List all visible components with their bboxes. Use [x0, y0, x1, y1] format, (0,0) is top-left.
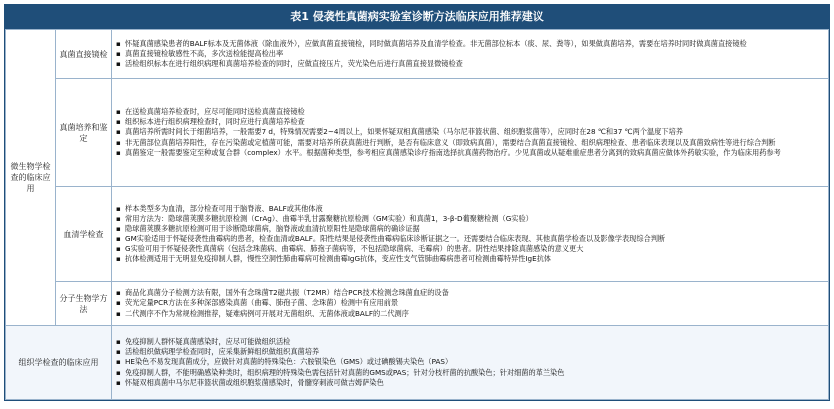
- bullet-icon: ▪: [116, 138, 121, 147]
- bullet-icon: ▪: [116, 49, 121, 58]
- bullet-icon: ▪: [116, 348, 121, 357]
- list-item: ▪ 组织标本进行组织病理检查时，同时应进行真菌培养检查: [116, 117, 305, 127]
- bullet-icon: ▪: [116, 309, 121, 318]
- section-items-molecular: [112, 282, 829, 326]
- bullet-icon: ▪: [116, 128, 121, 137]
- bullet-icon: ▪: [116, 39, 121, 48]
- bullet-icon: ▪: [116, 368, 121, 377]
- table-row: [6, 30, 829, 79]
- recommendation-table-panel: [4, 4, 830, 401]
- list-item: ▪ 二代测序不作为常规检测推荐，疑难病例可开展对无菌组织、无菌体液或BALF的二代测序: [116, 308, 409, 318]
- section-items-direct: [112, 30, 829, 79]
- section-items-serology: [112, 187, 829, 282]
- bullet-icon: ▪: [116, 358, 121, 367]
- table-title: 表1 侵袭性真菌病实验室诊断方法临床应用推荐建议: [5, 5, 829, 29]
- list-item: ▪ 免疫抑制人群怀疑真菌感染时，应尽可能做组织活检: [116, 337, 291, 347]
- bullet-icon: ▪: [116, 224, 121, 233]
- table-row: [6, 326, 829, 400]
- table-row: [6, 79, 829, 187]
- section-label-serology: 血清学检查: [56, 187, 112, 282]
- list-item: ▪ 商品化真菌分子检测方法有限，国外有念珠菌T2磁共振（T2MR）结合PCR技术检测念珠菌血症的设备: [116, 288, 449, 298]
- list-item: ▪ 怀疑双相真菌中马尔尼菲篮状菌或组织胞浆菌感染时，骨髓穿刺液可做吉姆萨染色: [116, 377, 384, 387]
- section-label-direct-microscopy: 真菌直接镜检: [56, 30, 112, 79]
- list-item: ▪ 免疫抑制人群，不能明确感染种类时，组织病理的特殊染色需包括针对真菌的GMS或PAS；针对分枝杆菌的抗酸染色；针对细菌的革兰染色: [116, 367, 565, 377]
- list-item: ▪ 真菌鉴定一般需要鉴定至种或复合群（complex）水平。根据菌种类型，参考相应真菌感染诊疗指南选择抗真菌药物治疗。少见真菌或从疑难重症患者分离到的致病真菌应做体外药敏实验，作为临床用药参考: [116, 147, 781, 157]
- category-histology: 组织学检查的临床应用: [6, 326, 112, 400]
- list-item: ▪ 真菌培养所需时间长于细菌培养，一般需要7 d，特殊情况需要2~4周以上，如果怀疑双相真菌感染（马尔尼菲篮状菌、组织胞浆菌等），应同时在28 ℃和37 ℃两个温度下培养: [116, 127, 683, 137]
- bullet-icon: ▪: [116, 108, 121, 117]
- bullet-icon: ▪: [116, 289, 121, 298]
- bullet-icon: ▪: [116, 204, 121, 213]
- list-item: ▪ 荧光定量PCR方法在多种深部感染真菌（曲霉、肺孢子菌、念珠菌）检测中有应用前景: [116, 298, 399, 308]
- section-label-molecular: 分子生物学方法: [56, 282, 112, 326]
- list-item: ▪ HE染色不易发现真菌成分，应做针对真菌的特殊染色：六胺银染色（GMS）或过碘酸锡夫染色（PAS）: [116, 357, 453, 367]
- list-item: ▪ 怀疑真菌感染患者的BALF标本及无菌体液（除血液外），应做真菌直接镜检，同时做真菌培养及血清学检查。非无菌部位标本（痰、尿、粪等），如果做真菌培养，需要在培养时同时做真菌直接镜检: [116, 38, 747, 48]
- bullet-icon: ▪: [116, 214, 121, 223]
- section-label-culture: 真菌培养和鉴定: [56, 79, 112, 187]
- bullet-icon: ▪: [116, 378, 121, 387]
- section-items-culture: [112, 79, 829, 187]
- bullet-icon: ▪: [116, 338, 121, 347]
- table-row: [6, 187, 829, 282]
- list-item: ▪ 常用方法为：隐球菌荚膜多糖抗原检测（CrAg）、曲霉半乳甘露聚糖抗原检测（GM实验）和真菌1，3-β-D葡聚糖检测（G实验）: [116, 213, 533, 223]
- list-item: ▪ 活检组织做病理学检查同时，应采集新鲜组织做组织真菌培养: [116, 347, 320, 357]
- bullet-icon: ▪: [116, 118, 121, 127]
- bullet-icon: ▪: [116, 60, 121, 69]
- list-item: ▪ 非无菌部位真菌培养阳性，存在污染菌或定植菌可能，需要对培养所获真菌进行判断，是否有临床意义（即致病真菌），需要结合真菌直接镜检、组织病理检查、患者临床表现以及真菌致病性等进行综合判断: [116, 137, 776, 147]
- bullet-icon: ▪: [116, 245, 121, 254]
- bullet-icon: ▪: [116, 299, 121, 308]
- list-item: ▪ 抗体检测适用于无明显免疫抑制人群，慢性空洞性肺曲霉病可检测曲霉IgG抗体，变应性支气管肺曲霉病患者可检测曲霉特异性IgE抗体: [116, 254, 551, 264]
- list-item: ▪ 隐球菌荚膜多糖抗原检测可用于诊断隐球菌病，脑脊液或血清抗原阳性是隐球菌病的确诊证据: [116, 223, 420, 233]
- recommendation-table: [5, 29, 829, 400]
- section-items-histology: [112, 326, 829, 400]
- list-item: ▪ 真菌直接镜检敏感性不高，多次送检能提高检出率: [116, 48, 284, 58]
- table-row: [6, 282, 829, 326]
- bullet-icon: ▪: [116, 255, 121, 264]
- category-microbiology: 微生物学检查的临床应用: [6, 30, 56, 326]
- list-item: ▪ GM实验适用于怀疑侵袭性曲霉病的患者，检查血清或BALF。阳性结果是侵袭性曲霉病临床诊断证据之一。还需要结合临床表现、其他真菌学检查以及影像学表现综合判断: [116, 234, 666, 243]
- list-item: ▪ 在送检真菌培养检查时，应尽可能同时送检真菌直接镜检: [116, 107, 305, 117]
- bullet-icon: ▪: [116, 235, 121, 243]
- list-item: ▪ 活检组织标本在进行组织病理和真菌培养检查的同时，应做直接压片，荧光染色后进行真菌直接显微镜检查: [116, 59, 463, 69]
- list-item: ▪ 样本类型多为血清，部分检查可用于脑脊液、BALF或其他体液: [116, 203, 323, 213]
- list-item: ▪ G实验可用于怀疑侵袭性真菌病（包括念珠菌病、曲霉病、肺孢子菌病等，不包括隐球菌病、毛霉病）的患者。阴性结果排除真菌感染的意义更大: [116, 244, 584, 254]
- bullet-icon: ▪: [116, 148, 121, 157]
